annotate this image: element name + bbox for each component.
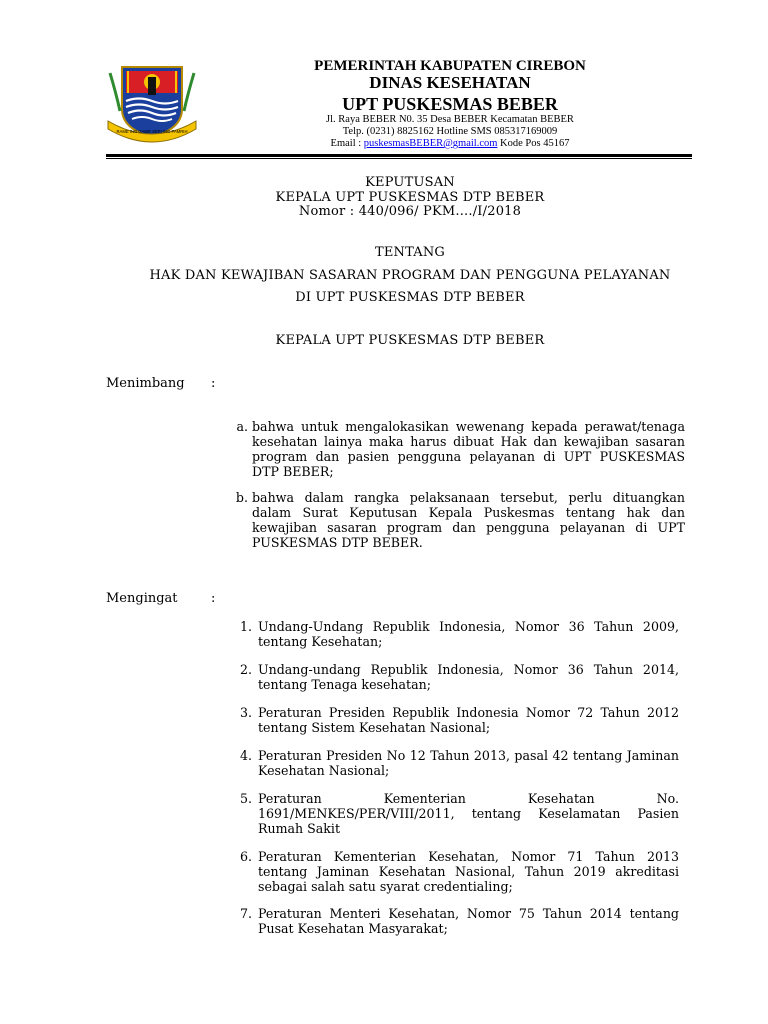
mengingat-colon: : (211, 591, 216, 606)
doc-issuer: KEPALA UPT PUSKESMAS DTP BEBER (275, 190, 545, 205)
doc-type: KEPUTUSAN (365, 175, 455, 190)
menimbang-item-a-mark: a. (236, 419, 248, 434)
mengingat-item-3-mark: 3. (239, 705, 252, 720)
email-label: Email : (330, 138, 362, 149)
doc-subject-line1: HAK DAN KEWAJIBAN SASARAN PROGRAM DAN PENGGUNA PELAYANAN (149, 268, 671, 283)
letterhead-address: Jl. Raya BEBER N0. 35 Desa BEBER Kecamatan BEBER (326, 114, 574, 125)
doc-issuer-heading: KEPALA UPT PUSKESMAS DTP BEBER (275, 333, 545, 348)
letterhead-phone: Telp. (0231) 8825162 Hotline SMS 085317169009 (342, 126, 558, 137)
menimbang-item-b: bahwa dalam rangka pelaksanaan tersebut, perlu dituangkan dalam Surat Keputusan Kepala Puskesmas tentang hak dan kewajiban sasaran program dan pengguna pelayanan di UPT PUSKESMAS DTP BEBER. (252, 490, 685, 550)
postal-code: Kode Pos 45167 (500, 138, 570, 149)
mengingat-item-5: Peraturan Kementerian Kesehatan No. 1691/MENKES/PER/VIII/2011, tentang Keselamatan Pasien Rumah Sakit (258, 791, 679, 836)
mengingat-item-2-mark: 2. (239, 662, 252, 677)
letterhead-government: PEMERINTAH KABUPATEN CIREBON (314, 58, 586, 74)
letterhead-contact (200, 138, 700, 149)
doc-about-heading: TENTANG (374, 245, 446, 260)
logo-motto: RAME ING GAWE SEPI ING PAMRIH (116, 129, 188, 134)
menimbang-colon: : (211, 376, 216, 391)
mengingat-item-4-mark: 4. (239, 748, 252, 763)
email-link[interactable]: puskesmasBEBER@gmail.com (363, 138, 498, 149)
mengingat-item-5-mark: 5. (239, 791, 252, 806)
mengingat-item-6: Peraturan Kementerian Kesehatan, Nomor 71 Tahun 2013 tentang Jaminan Kesehatan Nasional, Tahun 2019 akreditasi sebagai salah satu syarat credentialing; (258, 849, 679, 894)
mengingat-item-2: Undang-undang Republik Indonesia, Nomor 36 Tahun 2014, tentang Tenaga kesehatan; (258, 662, 679, 692)
cirebon-regency-logo (104, 63, 200, 143)
letterhead-rule-thin (106, 158, 692, 159)
doc-subject-line2: DI UPT PUSKESMAS DTP BEBER (295, 290, 525, 305)
letterhead-rule-thick (106, 154, 692, 157)
mengingat-item-6-mark: 6. (239, 849, 252, 864)
mengingat-label: Mengingat (106, 591, 178, 606)
mengingat-item-1: Undang-Undang Republik Indonesia, Nomor 36 Tahun 2009, tentang Kesehatan; (258, 619, 679, 649)
menimbang-item-b-mark: b. (235, 490, 248, 505)
mengingat-item-7-mark: 7. (239, 906, 252, 921)
letterhead-department: DINAS KESEHATAN (369, 73, 531, 92)
mengingat-item-7: Peraturan Menteri Kesehatan, Nomor 75 Tahun 2014 tentang Pusat Kesehatan Masyarakat; (258, 906, 679, 936)
menimbang-item-a: bahwa untuk mengalokasikan wewenang kepada perawat/tenaga kesehatan lainya maka harus dibuat Hak dan kewajiban sasaran program dan pasien pengguna pelayanan di UPT PUSKESMAS DTP BEBER; (252, 419, 685, 479)
letterhead-institution: UPT PUSKESMAS BEBER (342, 94, 558, 114)
menimbang-label: Menimbang (106, 376, 185, 391)
mengingat-item-1-mark: 1. (239, 619, 252, 634)
mengingat-item-4: Peraturan Presiden No 12 Tahun 2013, pasal 42 tentang Jaminan Kesehatan Nasional; (258, 748, 679, 778)
doc-number: Nomor : 440/096/ PKM..../I/2018 (298, 204, 522, 219)
mengingat-item-3: Peraturan Presiden Republik Indonesia Nomor 72 Tahun 2012 tentang Sistem Kesehatan Nasional; (258, 705, 679, 735)
